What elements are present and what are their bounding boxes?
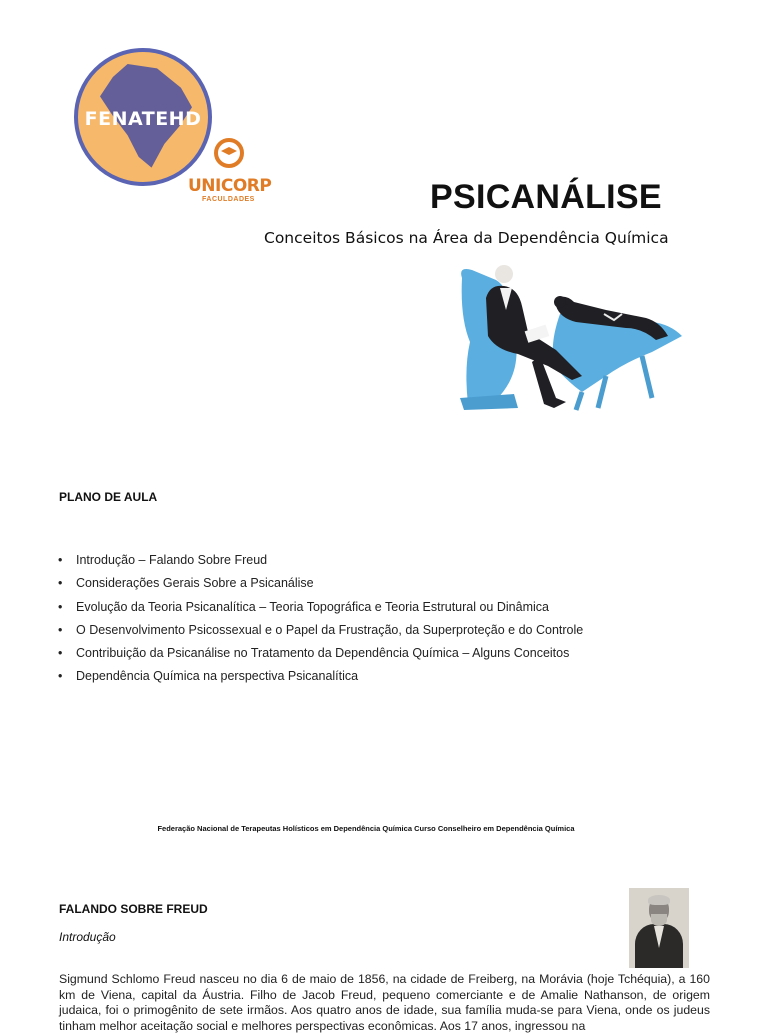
plan-list-item: • Dependência Química na perspectiva Psicanalítica <box>58 668 583 691</box>
intro-label: Introdução <box>59 930 116 944</box>
unicorp-logo <box>188 138 280 210</box>
unicorp-logo-subtext: FACULDADES <box>202 196 255 203</box>
plan-list-item: • Introdução – Falando Sobre Freud <box>58 552 583 575</box>
page-title: PSICANÁLISE <box>430 178 662 216</box>
therapy-session-illustration <box>456 258 688 416</box>
plan-list-item: • Contribuição da Psicanálise no Tratamento da Dependência Química – Alguns Conceitos <box>58 645 583 668</box>
page-subtitle: Conceitos Básicos na Área da Dependência Química <box>264 229 669 247</box>
plan-list-item: • Evolução da Teoria Psicanalítica – Teoria Topográfica e Teoria Estrutural ou Dinâmica <box>58 599 583 622</box>
unicorp-logo-text: UNICORP <box>188 176 272 196</box>
fenatehd-logo-text: FENATEHD <box>84 108 202 130</box>
plan-list-item: • O Desenvolvimento Psicossexual e o Papel da Frustração, da Superproteção e do Controle <box>58 622 583 645</box>
freud-portrait <box>629 888 689 968</box>
plan-heading: PLANO DE AULA <box>59 490 158 504</box>
plan-list-item: • Considerações Gerais Sobre a Psicanálise <box>58 575 583 598</box>
body-paragraph: Sigmund Schlomo Freud nasceu no dia 6 de maio de 1856, na cidade de Freiberg, na Morávia (hoje Tchéquia), a 160 km de Viena, capital da Áustria. Filho de Jacob Freud, pequeno comerciante e de Amalie Nathanson, de origem judaica, foi o primogênito de sete irmãos. Aos quatro anos de idade, sua família muda-se para Viena, onde os judeus tinham melhor aceitação social e melhores perspectivas econômicas. Aos 17 anos, ingressou na <box>59 972 710 1033</box>
section-heading: FALANDO SOBRE FREUD <box>59 902 208 916</box>
plan-list <box>58 552 583 692</box>
footer-note: Federação Nacional de Terapeutas Holísticos em Dependência Química Curso Conselheiro em Dependência Química <box>157 824 575 833</box>
